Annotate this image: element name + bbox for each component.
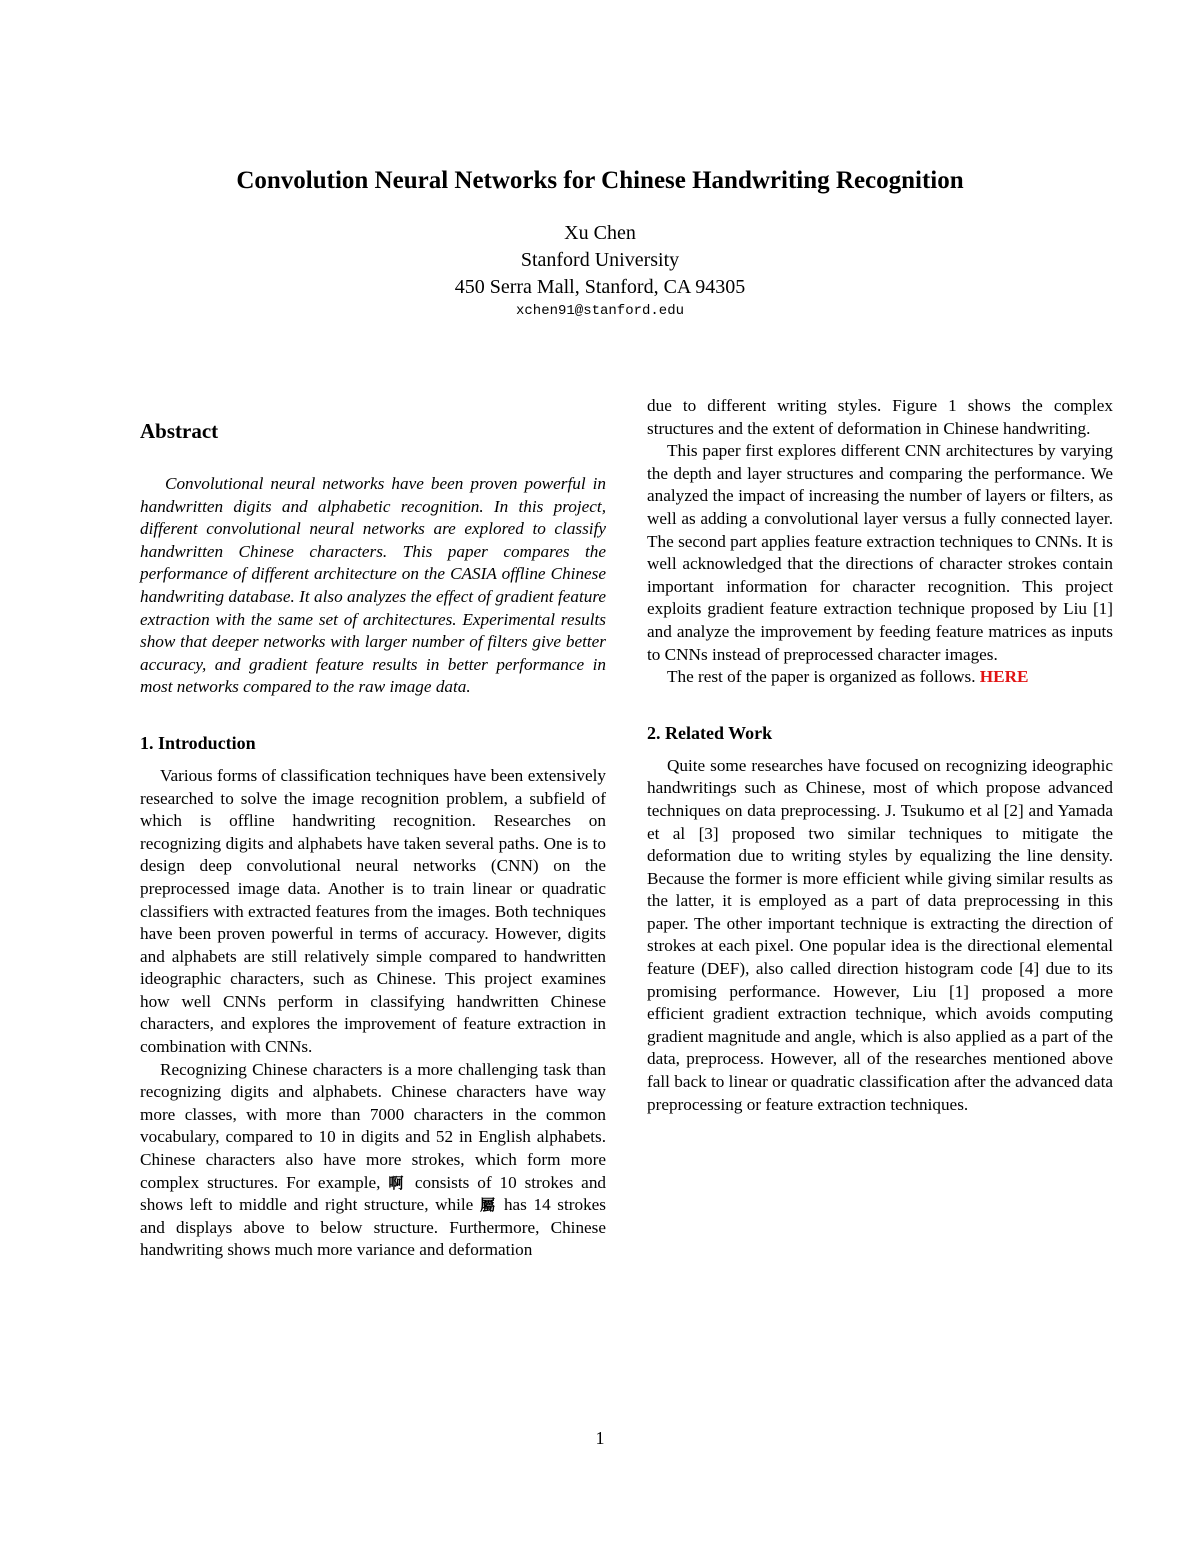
author-email[interactable]: xchen91@stanford.edu — [515, 303, 685, 319]
intro-paragraph-1: Various forms of classification techniques have been extensively researched to solve the image recognition problem, a subfield of which is offline handwriting recognition. Researches on recognizing digits and alphabets have taken several paths. One is to design deep convolutional neural networks (CNN) on the preprocessed image data. Another is to train linear or quadratic classifiers with extracted features from the images. Both techniques have been proven powerful in terms of accuracy. However, digits and alphabets are still relatively simple compared to handwritten ideographic characters, such as Chinese. This project examines how well CNNs perform in classifying handwritten Chinese characters, and explores the improvement of feature extraction in combination with CNNs. — [140, 765, 606, 1057]
chinese-character-a: 啊 — [388, 1173, 407, 1192]
intro-paragraph-4 — [647, 666, 1113, 689]
right-column — [647, 395, 1113, 1116]
intro-paragraph-2-continued: due to different writing styles. Figure 1 shows the complex structures and the extent of deformation in Chinese handwriting. — [647, 396, 1113, 438]
related-work-heading: 2. Related Work — [647, 722, 773, 743]
author-affiliation: Stanford University — [520, 249, 680, 271]
intro-paragraph-4-text: The rest of the paper is organized as follows. — [667, 667, 976, 687]
intro-paragraph-3: This paper first explores different CNN architectures by varying the depth and layer structures and comparing the performance. We analyzed the impact of increasing the number of layers or filters, as well as adding a convolutional layer versus a fully connected layer. The second part applies feature extraction techniques to CNNs. It is well acknowledged that the directions of character strokes contain important information for character recognition. This project exploits gradient feature extraction technique proposed by Liu [1] and analyze the improvement by feeding feature matrices as inputs to CNNs instead of preprocessed character images. — [647, 441, 1113, 664]
introduction-heading: 1. Introduction — [140, 732, 256, 753]
intro-paragraph-2-part-c: has 14 strokes and displays above to below structure. Furthermore, Chinese handwriting shows much more variance and deformation — [140, 1195, 606, 1260]
paper-title: Convolution Neural Networks for Chinese Handwriting Recognition — [236, 167, 964, 194]
abstract-text: Convolutional neural networks have been proven powerful in handwritten digits and alphabetic recognition. In this project, different convolutional neural networks are explored to classify handwritten Chinese characters. This paper compares the performance of different architecture on the CASIA offline Chinese handwriting database. It also analyzes the effect of gradient feature extraction with the same set of architectures. Experimental results show that deeper networks with larger number of filters give better accuracy, and gradient feature results in better performance in most networks compared to the raw image data. — [140, 474, 606, 697]
related-work-paragraph: Quite some researches have focused on recognizing ideographic handwritings such as Chinese, most of which propose advanced techniques on data preprocessing. J. Tsukumo et al [2] and Yamada et al [3] proposed two similar techniques to mitigate the deformation due to writing styles by equalizing the line density. Because the former is more efficient while giving similar results as the latter, it is employed as a part of data preprocessing in this paper. The other important technique is extracting the direction of strokes at each pixel. One popular idea is the directional elemental feature (DEF), also called direction histogram code [4] due to its promising performance. However, Liu [1] proposed a more efficient gradient extraction technique, which avoids computing gradient magnitude and angle, which is also applied as a part of the data, preprocess. However, all of the researches mentioned above fall back to linear or quadratic classification after the advanced data preprocessing or feature extraction techniques. — [647, 755, 1113, 1114]
intro-paragraph-2 — [140, 1059, 606, 1262]
abstract-heading: Abstract — [140, 419, 219, 443]
author-block — [0, 220, 1200, 321]
author-name: Xu Chen — [564, 222, 636, 244]
intro-paragraph-2-part-a: Recognizing Chinese characters is a more challenging task than recognizing digits and alphabets. Chinese characters have way more classes, with more than 7000 characters in the common vocabulary, compared to 10 in digits and 52 in English alphabets. Chinese characters also have more strokes, which form more complex structures. For example, — [140, 1059, 606, 1192]
author-address: 450 Serra Mall, Stanford, CA 94305 — [454, 276, 746, 298]
left-column — [140, 395, 606, 1262]
intro-paragraph-2-part-b: consists of 10 strokes and shows left to middle and right structure, while — [140, 1172, 607, 1215]
chinese-character-shu: 屬 — [479, 1196, 498, 1215]
page-number: 1 — [595, 1428, 605, 1448]
highlight-placeholder: HERE — [979, 667, 1029, 687]
